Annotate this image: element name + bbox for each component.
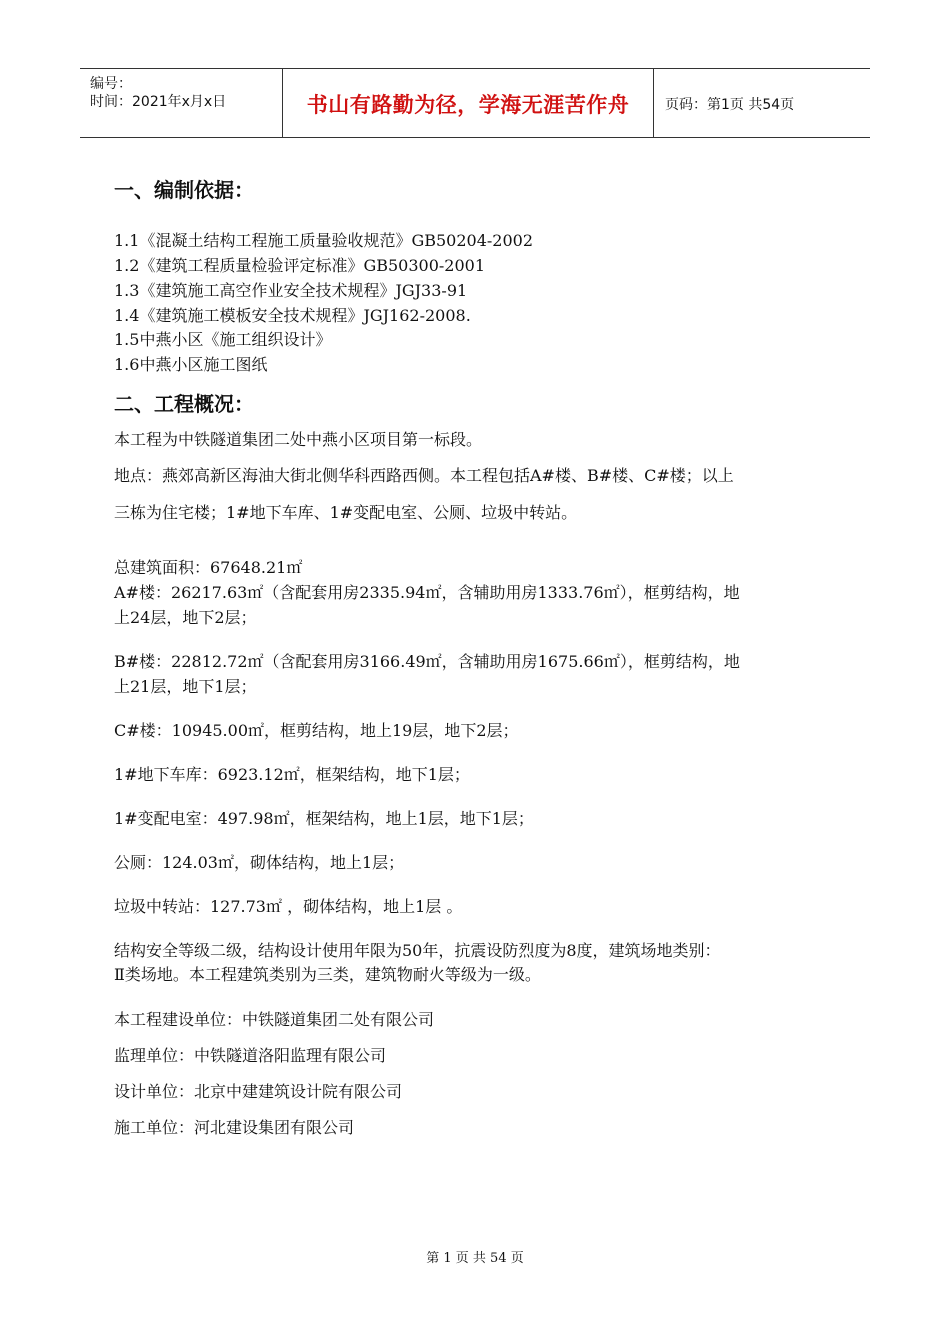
basis-item: 1.6中燕小区施工图纸 — [114, 355, 268, 374]
overview-line: 上24层，地下2层； — [114, 608, 257, 627]
section-heading-basis: 一、编制依据： — [114, 178, 254, 202]
basis-item: 1.3《建筑施工高空作业安全技术规程》JGJ33-91 — [114, 281, 468, 300]
overview-line: 垃圾中转站：127.73㎡ ，砌体结构，地上1层 。 — [114, 897, 463, 916]
section-heading-overview: 二、工程概况： — [114, 392, 254, 416]
header-motto: 书山有路勤为径，学海无涯苦作舟 — [306, 93, 630, 117]
overview-line: 地点：燕郊高新区海油大街北侧华科西路西侧。本工程包括A#楼、B#楼、C#楼；以上 — [114, 466, 734, 485]
basis-item: 1.2《建筑工程质量检验评定标准》GB50300-2001 — [114, 256, 486, 275]
header-motto-cell — [282, 69, 654, 137]
overview-line: 公厕：124.03㎡，砌体结构，地上1层； — [114, 853, 405, 872]
document-time-label: 时间：2021年x月x日 — [90, 94, 227, 110]
overview-line: 总建筑面积：67648.21㎡ — [114, 558, 303, 577]
document-header — [80, 68, 870, 138]
overview-line: 本工程建设单位：中铁隧道集团二处有限公司 — [114, 1010, 435, 1029]
overview-line: 1#地下车库：6923.12㎡，框架结构，地下1层； — [114, 765, 470, 784]
document-number-label: 编号： — [90, 76, 132, 92]
basis-item: 1.1《混凝土结构工程施工质量验收规范》GB50204-2002 — [114, 231, 534, 250]
overview-line: 设计单位：北京中建建筑设计院有限公司 — [114, 1082, 403, 1101]
page-footer: 第 1 页 共 54 页 — [426, 1251, 524, 1266]
overview-line: Ⅱ类场地。本工程建筑类别为三类，建筑物耐火等级为一级。 — [114, 965, 541, 984]
overview-line: A#楼：26217.63㎡（含配套用房2335.94㎡，含辅助用房1333.76㎡），框剪结构，地 — [114, 583, 740, 602]
overview-line: 结构安全等级二级，结构设计使用年限为50年，抗震设防烈度为8度，建筑场地类别： — [114, 941, 721, 960]
overview-line: 三栋为住宅楼；1#地下车库、1#变配电室、公厕、垃圾中转站。 — [114, 503, 578, 522]
basis-item: 1.4《建筑施工模板安全技术规程》JGJ162-2008. — [114, 306, 471, 325]
overview-line: 施工单位：河北建设集团有限公司 — [114, 1118, 355, 1137]
overview-line: 上21层，地下1层； — [114, 677, 257, 696]
basis-item: 1.5中燕小区《施工组织设计》 — [114, 330, 332, 349]
overview-line: B#楼：22812.72㎡（含配套用房3166.49㎡，含辅助用房1675.66㎡），框剪结构，地 — [114, 652, 740, 671]
overview-line: 本工程为中铁隧道集团二处中燕小区项目第一标段。 — [114, 430, 483, 449]
overview-line: C#楼：10945.00㎡，框剪结构，地上19层，地下2层； — [114, 721, 519, 740]
header-info-cell — [80, 69, 282, 137]
header-page-info: 页码：第1页 共54页 — [665, 97, 795, 113]
overview-line: 1#变配电室：497.98㎡，框架结构，地上1层，地下1层； — [114, 809, 534, 828]
overview-line: 监理单位：中铁隧道洛阳监理有限公司 — [114, 1046, 387, 1065]
